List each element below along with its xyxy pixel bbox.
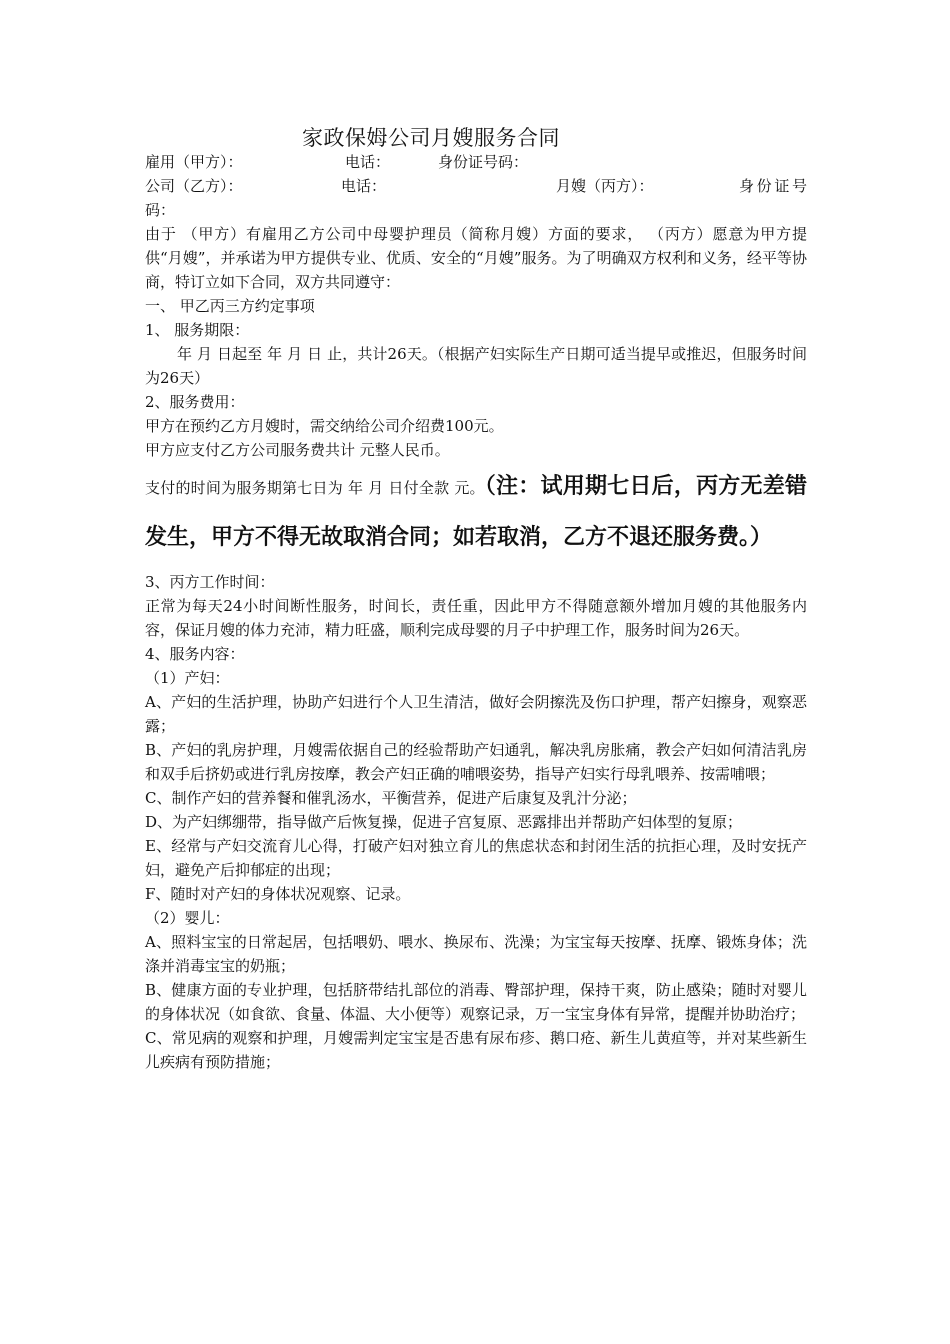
mother-item: C、制作产妇的营养餐和催乳汤水，平衡营养，促进产后康复及乳汁分泌； — [145, 789, 637, 807]
mother-heading: （1）产妇： — [145, 669, 230, 687]
nanny-label: 月嫂（丙方）： — [556, 177, 654, 195]
fee-heading: 2、服务费用： — [145, 393, 245, 411]
nanny-id-label: 身份证号码： — [145, 177, 807, 219]
baby-item: A、照料宝宝的日常起居，包括喂奶、喂水、换尿布、洗澡；为宝宝每天按摩、抚摩、锻炼身体；洗涤并消毒宝宝的奶瓶； — [145, 933, 807, 975]
mother-item: E、经常与产妇交流育儿心得，打破产妇对独立育儿的焦虑状态和封闭生活的抗拒心理，及时安抚产妇，避免产后抑郁症的出现； — [145, 837, 807, 879]
baby-item: B、健康方面的专业护理，包括脐带结扎部位的消毒、臀部护理，保持干爽，防止感染；随时对婴儿的身体状况（如食欲、食量、体温、大小便等）观察记录，万一宝宝身体有异常，提醒并协助治疗； — [145, 981, 807, 1023]
content-heading: 4、服务内容： — [145, 645, 245, 663]
term-heading: 1、 服务期限： — [145, 321, 250, 339]
employer-line — [145, 150, 807, 174]
section-1-heading: 一、 甲乙丙三方约定事项 — [145, 297, 315, 315]
employer-phone-label: 电话： — [345, 153, 391, 171]
baby-heading: （2）婴儿： — [145, 909, 230, 927]
term-text: 年 月 日起至 年 月 日 止，共计26天。（根据产妇实际生产日期可适当提早或推迟，但服务时间为26天） — [145, 345, 807, 387]
fee-line-1: 甲方在预约乙方月嫂时，需交纳给公司介绍费100元。 — [145, 417, 504, 435]
payment-text: 支付的时间为服务期第七日为 年 月 日付全款 元。 — [145, 479, 485, 497]
company-label: 公司（乙方）： — [145, 177, 243, 195]
company-phone-label: 电话： — [341, 177, 387, 195]
employer-label: 雇用（甲方）： — [145, 153, 243, 171]
mother-item: D、为产妇绑绷带，指导做产后恢复操，促进子宫复原、恶露排出并帮助产妇体型的复原； — [145, 813, 743, 831]
employer-id-label: 身份证号码： — [438, 153, 529, 171]
contract-body — [145, 150, 807, 1074]
baby-item: C、常见病的观察和护理，月嫂需判定宝宝是否患有尿布疹、鹅口疮、新生儿黄疸等，并对某些新生儿疾病有预防措施； — [145, 1029, 807, 1071]
worktime-text: 正常为每天24小时间断性服务，时间长，责任重，因此甲方不得随意额外增加月嫂的其他服务内容，保证月嫂的体力充沛，精力旺盛，顺利完成母婴的月子中护理工作，服务时间为26天。 — [145, 597, 807, 639]
company-line — [145, 174, 807, 198]
intro-paragraph: 由于 （甲方）有雇用乙方公司中母婴护理员（简称月嫂）方面的要求， （丙方）愿意为甲方提供“月嫂”，并承诺为甲方提供专业、优质、安全的“月嫂”服务。为了明确双方权利和义务，经平等协商，特订立如下合同，双方共同遵守： — [145, 225, 807, 291]
mother-item: A、产妇的生活护理，协助产妇进行个人卫生清洁，做好会阴擦洗及伤口护理，帮产妇擦身，观察恶露； — [145, 693, 807, 735]
payment-note: （注：试用期七日后，丙方无差错发生，甲方不得无故取消合同；如若取消，乙方不退还服务费。） — [145, 473, 807, 550]
fee-line-2: 甲方应支付乙方公司服务费共计 元整人民币。 — [145, 441, 450, 459]
contract-title: 家政保姆公司月嫂服务合同 — [302, 126, 560, 150]
mother-item: B、产妇的乳房护理，月嫂需依据自己的经验帮助产妇通乳，解决乳房胀痛，教会产妇如何清洁乳房和双手后挤奶或进行乳房按摩，教会产妇正确的哺喂姿势，指导产妇实行母乳喂养、按需哺喂； — [145, 741, 807, 783]
worktime-heading: 3、丙方工作时间： — [145, 573, 275, 591]
payment-paragraph — [145, 462, 807, 564]
mother-item: F、随时对产妇的身体状况观察、记录。 — [145, 885, 411, 903]
